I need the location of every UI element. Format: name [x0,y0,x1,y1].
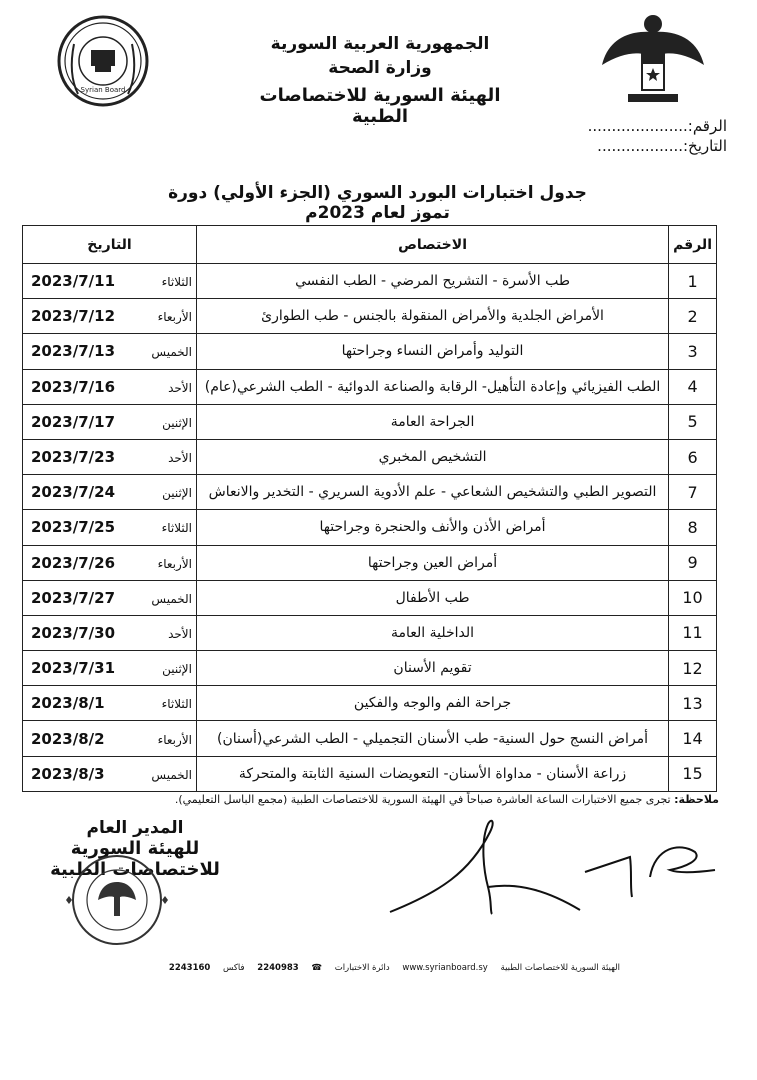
row-date: 2023/7/27 [31,588,116,607]
phone-icon: ☎ [311,963,322,973]
footer-dept: دائرة الاختبارات [334,963,390,973]
row-specialty: الأمراض الجلدية والأمراض المنقولة بالجنس - طب الطوارئ [197,299,669,334]
row-number: 14 [669,721,717,756]
footer-fax: 2243160 [168,963,211,973]
row-date-cell [23,545,197,580]
row-day: الأربعاء [157,732,192,747]
note-label: ملاحظة: [674,793,719,806]
footer-website: www.syrianboard.sy [402,963,488,973]
footer [140,963,620,973]
row-day: الأربعاء [157,556,192,571]
row-date: 2023/8/2 [31,729,105,748]
exam-schedule-table [22,225,717,792]
row-number: 3 [669,334,717,369]
row-date: 2023/7/11 [31,272,116,291]
table-row [23,299,717,334]
row-specialty: زراعة الأسنان - مداواة الأسنان- التعويضات السنية الثابتة والمتحركة [197,756,669,791]
table-row [23,651,717,686]
row-number: 13 [669,686,717,721]
row-number: 11 [669,615,717,650]
row-date: 2023/7/24 [31,483,116,502]
table-row [23,404,717,439]
row-date: 2023/7/30 [31,623,116,642]
row-date-cell [23,580,197,615]
row-date: 2023/7/25 [31,518,116,537]
row-number: 8 [669,510,717,545]
row-specialty: تقويم الأسنان [197,651,669,686]
syria-coat-of-arms-icon [598,10,708,110]
row-date: 2023/7/16 [31,377,116,396]
syrian-board-logo [48,14,158,108]
row-number: 6 [669,439,717,474]
table-row [23,475,717,510]
row-day: الأحد [168,451,192,466]
ministry-name: وزارة الصحة [328,58,432,78]
row-date-cell [23,299,197,334]
official-stamp [52,852,182,948]
table-row [23,369,717,404]
row-day: الأحد [168,380,192,395]
row-specialty: أمراض العين وجراحتها [197,545,669,580]
row-date: 2023/7/12 [31,307,116,326]
row-day: الثلاثاء [161,521,192,536]
header-number: الرقم [669,226,717,264]
row-specialty: التصوير الطبي والتشخيص الشعاعي - علم الأدوية السريري - التخدير والانعاش [197,475,669,510]
header-specialty: الاختصاص [197,226,669,264]
footer-phone: 2240983 [257,963,299,973]
row-day: الثلاثاء [161,697,192,712]
row-number: 9 [669,545,717,580]
row-specialty: الداخلية العامة [197,615,669,650]
row-date: 2023/8/3 [31,764,105,783]
logo-text: Syrian Board [80,86,126,94]
country-name: الجمهورية العربية السورية [270,34,490,54]
row-date: 2023/7/31 [31,659,116,678]
document-title: جدول اختبارات البورد السوري (الجزء الأولي) دورة تموز لعام 2023م [168,183,587,223]
row-specialty: التشخيص المخبري [197,439,669,474]
row-date-cell [23,439,197,474]
row-number: 7 [669,475,717,510]
note [39,793,719,806]
table-row [23,580,717,615]
row-day: الأحد [168,626,192,641]
row-specialty: جراحة الفم والوجه والفكين [197,686,669,721]
row-day: الإثنين [162,415,192,430]
row-date: 2023/7/13 [31,342,116,361]
table-row [23,756,717,791]
row-specialty: التوليد وأمراض النساء وجراحتها [197,334,669,369]
table-row [23,545,717,580]
table-row [23,334,717,369]
row-number: 5 [669,404,717,439]
signature [380,812,720,922]
row-number: 12 [669,651,717,686]
row-day: الأربعاء [157,310,192,325]
table-row [23,721,717,756]
row-day: الخميس [151,345,192,360]
note-text: تجرى جميع الاختبارات الساعة العاشرة صباحاً في الهيئة السورية للاختصاصات الطبية (مجمع الباسل التعليمي). [174,793,671,806]
header-date: التاريخ [23,226,197,264]
board-name: الهيئة السورية للاختصاصات الطبية [259,85,501,127]
row-date-cell [23,756,197,791]
row-date: 2023/8/1 [31,694,105,713]
footer-fax-label: فاكس [223,963,245,973]
row-specialty: طب الأسرة - التشريح المرضي - الطب النفسي [197,264,669,299]
row-date-cell [23,686,197,721]
row-date-cell [23,475,197,510]
row-specialty: أمراض الأذن والأنف والحنجرة وجراحتها [197,510,669,545]
table-header-row [23,226,717,264]
row-number: 4 [669,369,717,404]
row-date-cell [23,264,197,299]
row-number: 10 [669,580,717,615]
row-number: 15 [669,756,717,791]
row-day: الإثنين [162,486,192,501]
row-date-cell [23,510,197,545]
reference-date: التاريخ:.................. [597,137,727,155]
table-row [23,686,717,721]
signature-title: المدير العام [86,818,184,838]
row-day: الخميس [151,591,192,606]
row-number: 2 [669,299,717,334]
row-specialty: الجراحة العامة [197,404,669,439]
row-day: الخميس [151,767,192,782]
reference-number: الرقم:..................... [587,117,727,135]
row-day: الإثنين [162,662,192,677]
table-row [23,439,717,474]
row-date-cell [23,334,197,369]
row-date: 2023/7/26 [31,553,116,572]
row-specialty: الطب الفيزيائي وإعادة التأهيل- الرقابة والصناعة الدوائية - الطب الشرعي(عام) [197,369,669,404]
table-row [23,264,717,299]
table-row [23,510,717,545]
row-specialty: طب الأطفال [197,580,669,615]
row-day: الثلاثاء [161,275,192,290]
row-date: 2023/7/17 [31,412,116,431]
row-date-cell [23,615,197,650]
row-number: 1 [669,264,717,299]
row-date: 2023/7/23 [31,448,116,467]
row-date-cell [23,369,197,404]
row-date-cell [23,651,197,686]
row-specialty: أمراض النسج حول السنية- طب الأسنان التجميلي - الطب الشرعي(أسنان) [197,721,669,756]
row-date-cell [23,721,197,756]
table-row [23,615,717,650]
signature-org: للهيئة السورية للاختصاصات الطبية [50,838,220,880]
row-date-cell [23,404,197,439]
footer-org: الهيئة السورية للاختصاصات الطبية [500,963,620,973]
